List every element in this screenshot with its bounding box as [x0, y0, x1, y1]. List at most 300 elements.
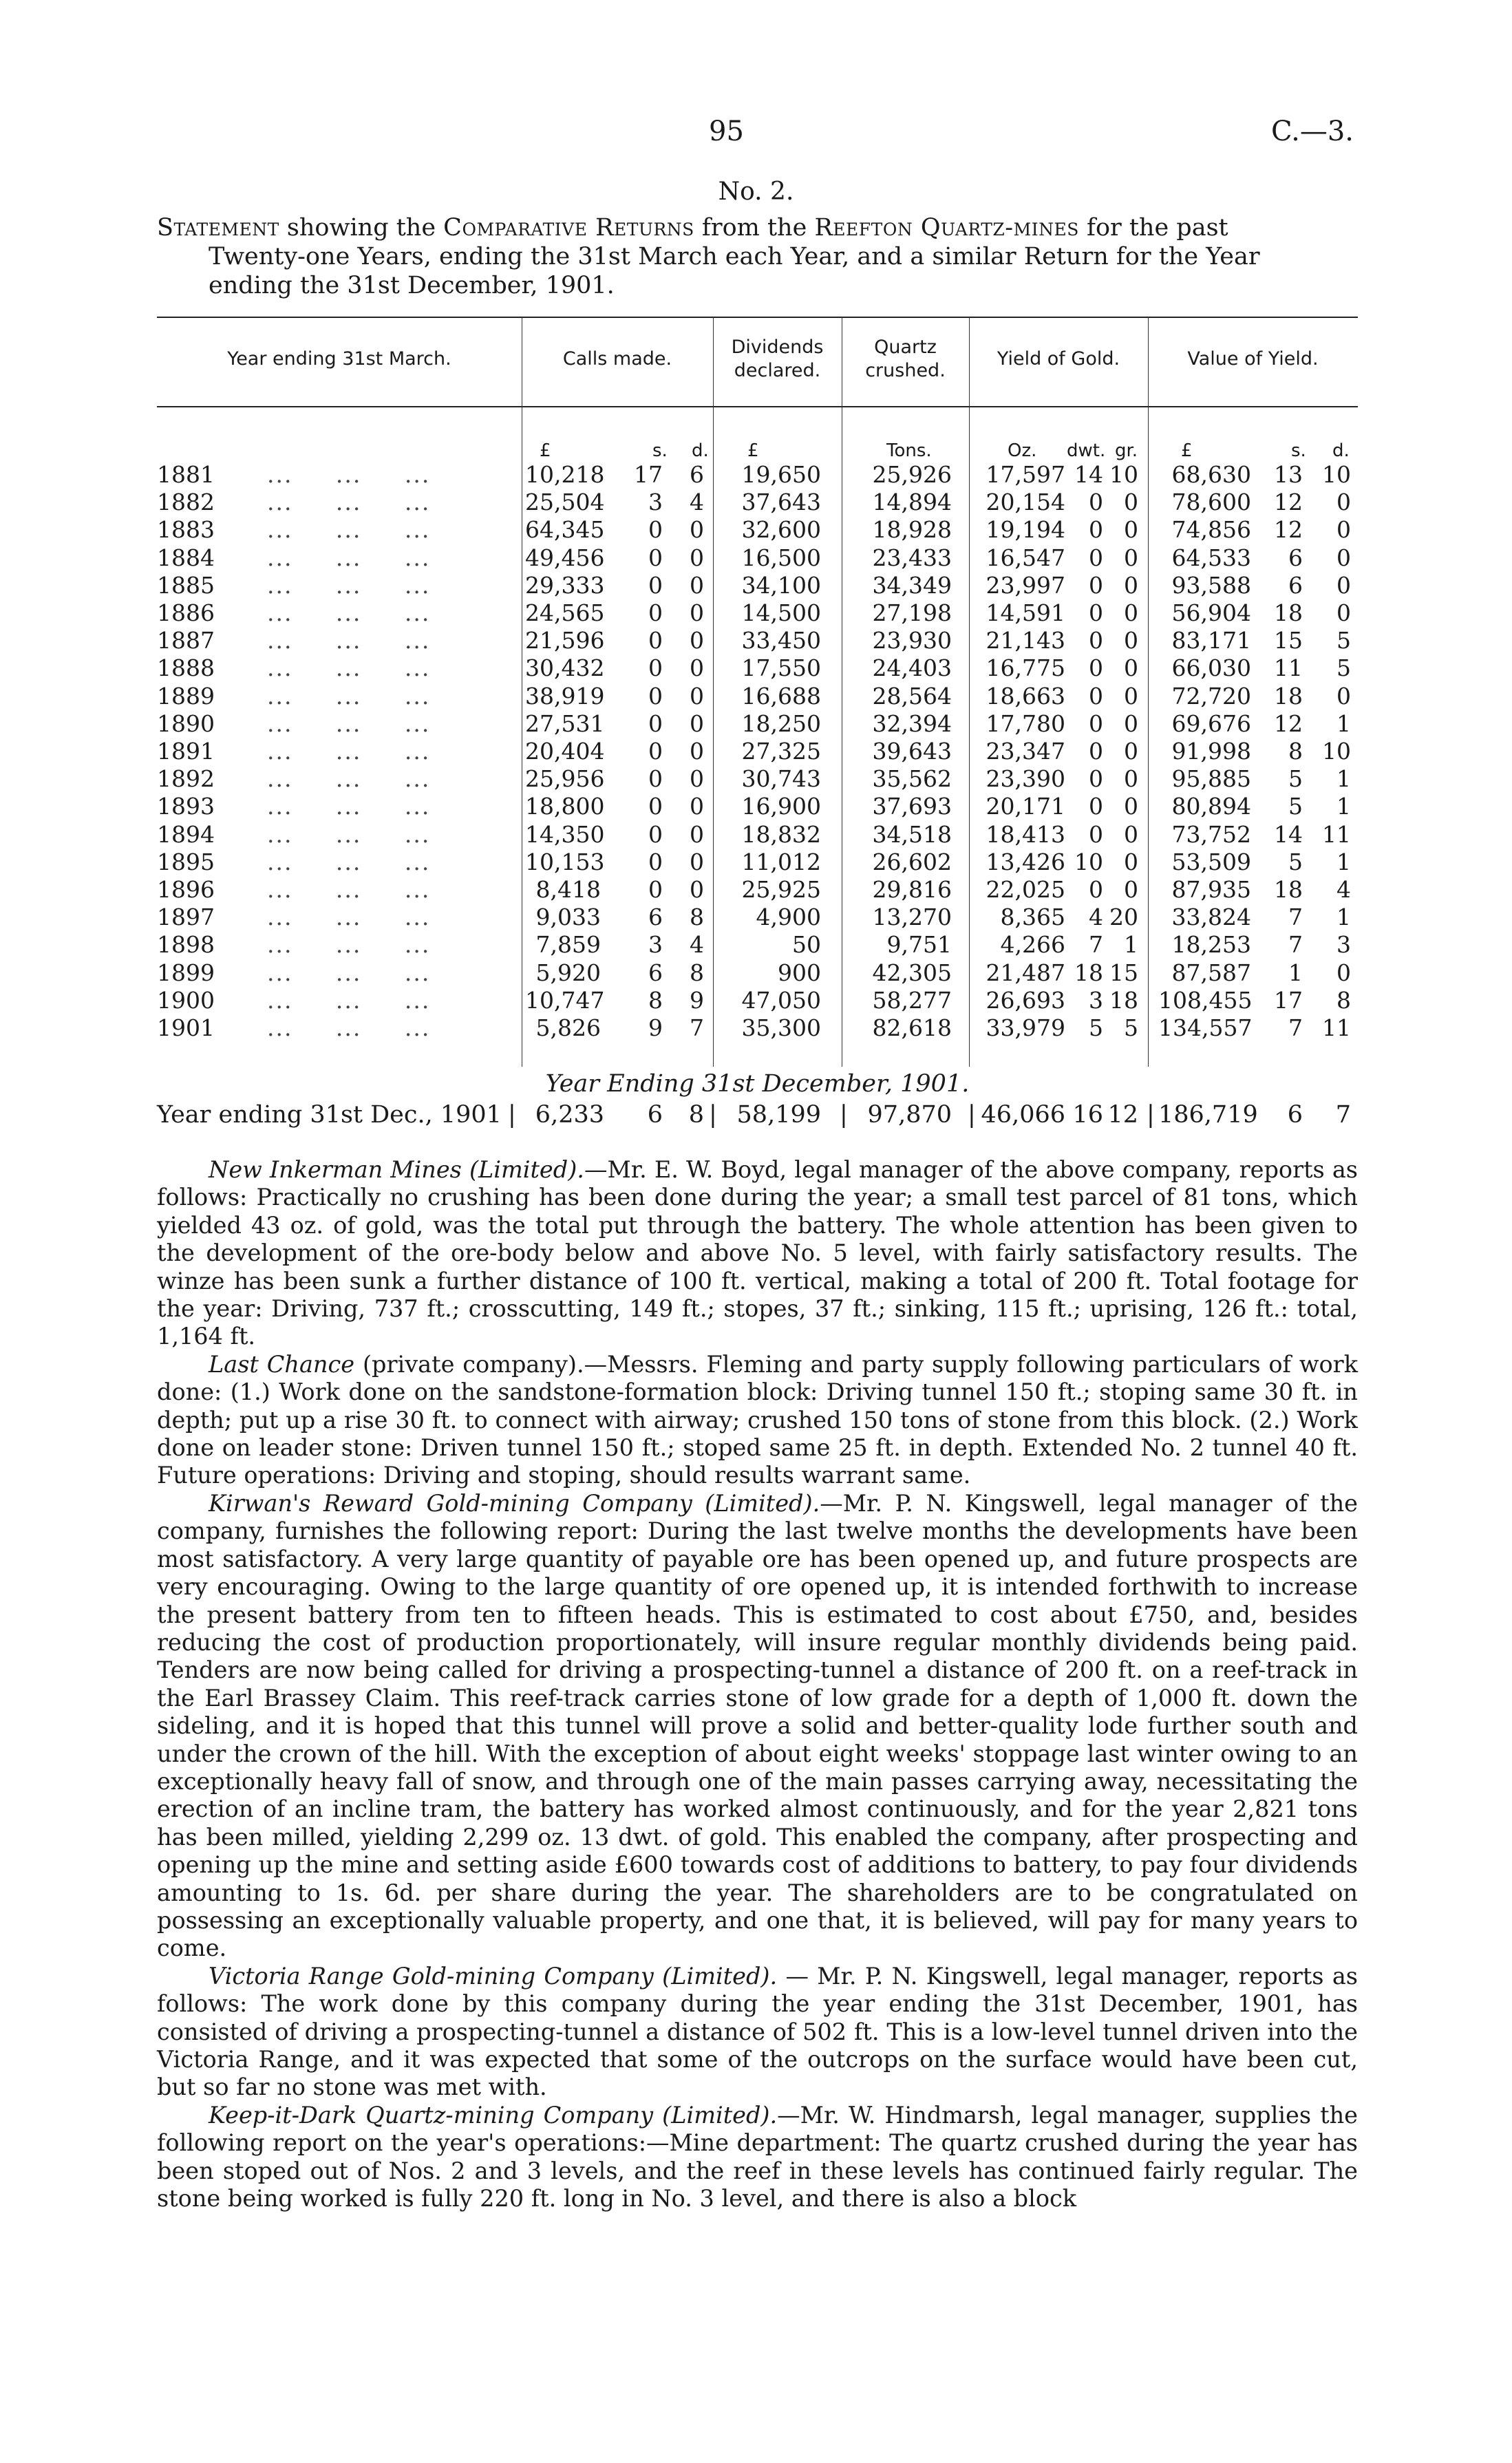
- cell-oz: 20,171: [986, 793, 1065, 820]
- cell-calls-shillings: 6: [648, 959, 663, 986]
- cell-calls-shillings: 0: [648, 848, 663, 875]
- cell-tons: 23,433: [872, 544, 952, 571]
- cell-value-shillings: 7: [1288, 1014, 1303, 1041]
- cell-gr: 0: [1124, 544, 1138, 571]
- report-paragraph: [157, 1963, 1358, 2102]
- cell-tons: 27,198: [872, 599, 952, 626]
- cell-value-pence: 10: [1322, 461, 1351, 488]
- cell-gr: 0: [1124, 571, 1138, 599]
- cell-calls-shillings: 6: [648, 904, 663, 931]
- cell-calls-pounds: 9,033: [535, 904, 601, 931]
- body-text: [157, 1156, 1358, 2213]
- cell-calls-pounds: 38,919: [525, 682, 605, 710]
- cell-dwt: 0: [1089, 738, 1103, 765]
- report-paragraph: [157, 1490, 1358, 1963]
- cell-tons: 42,305: [872, 959, 952, 986]
- cell-dividends: 37,643: [741, 489, 821, 516]
- cell-tons: 37,693: [872, 793, 952, 820]
- cell-value-pence: 1: [1337, 848, 1351, 875]
- cell-value-pence: 0: [1337, 489, 1351, 516]
- cell-dividends: 19,650: [741, 461, 821, 488]
- cell-value-shillings: 5: [1288, 765, 1303, 793]
- cell-value-pounds: 83,171: [1171, 627, 1251, 654]
- total-dwt: 16: [1072, 1101, 1103, 1129]
- cell-dwt: 3: [1089, 986, 1103, 1014]
- leader-dots: ... ... ...: [267, 848, 431, 875]
- cell-tons: 29,816: [872, 876, 952, 903]
- statement-lead: Statement: [157, 214, 279, 242]
- header-calls: Calls made.: [562, 348, 672, 370]
- cell-dividends: 16,900: [741, 793, 821, 820]
- cell-calls-pounds: 29,333: [525, 571, 605, 599]
- total-label: Year ending 31st Dec., 1901: [157, 1101, 502, 1129]
- statement-text-1: showing the: [279, 214, 444, 242]
- cell-gr: 18: [1109, 986, 1138, 1014]
- row-year: 1901: [157, 1014, 215, 1041]
- table-row: [157, 489, 1358, 516]
- leader-dots: ... ... ...: [267, 544, 431, 571]
- cell-value-pounds: 134,557: [1158, 1014, 1253, 1041]
- cell-dwt: 5: [1089, 1014, 1103, 1041]
- cell-calls-shillings: 0: [648, 516, 663, 544]
- unit-pounds: £: [1181, 440, 1193, 461]
- cell-tons: 25,926: [872, 461, 952, 488]
- table-row: [157, 821, 1358, 849]
- cell-value-pounds: 64,533: [1171, 544, 1251, 571]
- cell-gr: 15: [1109, 959, 1138, 986]
- cell-dividends: 17,550: [741, 654, 821, 682]
- cell-gr: 0: [1124, 820, 1138, 848]
- cell-value-pounds: 69,676: [1171, 710, 1251, 737]
- statement-caption: [157, 213, 1358, 300]
- leader-dots: ... ... ...: [267, 738, 431, 765]
- leader-dots: ... ... ...: [267, 820, 431, 848]
- table-row: [157, 516, 1358, 544]
- cell-calls-shillings: 8: [648, 986, 663, 1014]
- cell-value-pounds: 108,455: [1158, 986, 1253, 1014]
- cell-calls-pence: 4: [690, 931, 704, 959]
- cell-value-pounds: 53,509: [1171, 848, 1251, 875]
- leader-dots: ... ... ...: [267, 489, 431, 516]
- statement-line-3: ending the 31st December, 1901.: [209, 272, 615, 299]
- unit-pence: d.: [692, 440, 709, 461]
- cell-value-shillings: 18: [1274, 599, 1303, 626]
- cell-tons: 18,928: [872, 516, 952, 544]
- table-number: No. 2.: [718, 178, 794, 206]
- cell-calls-shillings: 0: [648, 682, 663, 710]
- paragraph-text: —Mr. W. Hindmarsh, legal manager, supplies the following report on the year's operations:—Mine department: The quartz crushed during the year has been stoped out of Nos. 2 and 3 levels, and the reef in these levels has continued fairly regular. The stone being worked is fully 220 ft. long in No. 3 level, and there is also a block: [157, 2101, 1358, 2213]
- header-value: Value of Yield.: [1187, 348, 1319, 370]
- cell-value-pounds: 74,856: [1171, 516, 1251, 544]
- cell-calls-pounds: 25,504: [525, 489, 605, 516]
- cell-dwt: 0: [1089, 765, 1103, 793]
- paragraph-text: (private company).—Messrs. Fleming and party supply following particulars of work done: (1.) Work done on the sandstone-formation block: Driving tunnel 150 ft.; stoping same 30 ft. in depth; put up a rise 30 ft. to connect with airway; crushed 150 tons of stone from this block. (2.) Work done on leader stone: Driven tunnel 150 ft.; stoped same 25 ft. in depth. Extended No. 2 tunnel 40 ft. Future operations: Driving and stoping, should results warrant same.: [157, 1350, 1358, 1489]
- cell-calls-pounds: 10,747: [525, 986, 605, 1014]
- leader-dots: ... ... ...: [267, 765, 431, 793]
- statement-sc-2: Reefton Quartz-mines: [814, 214, 1079, 242]
- cell-calls-pounds: 5,920: [535, 959, 601, 986]
- cell-calls-pence: 0: [690, 627, 704, 654]
- leader-dots: ... ... ...: [267, 571, 431, 599]
- cell-value-pence: 0: [1337, 959, 1351, 986]
- cell-dividends: 11,012: [741, 848, 821, 875]
- leader-dots: ... ... ...: [267, 599, 431, 626]
- cell-dwt: 0: [1089, 627, 1103, 654]
- cell-calls-pounds: 7,859: [535, 931, 601, 959]
- leader-dots: ... ... ...: [267, 1014, 431, 1041]
- row-year: 1895: [157, 848, 215, 875]
- cell-calls-shillings: 0: [648, 793, 663, 820]
- header-yield: Yield of Gold.: [997, 348, 1120, 370]
- cell-value-shillings: 6: [1288, 544, 1303, 571]
- page-header: [0, 116, 1512, 157]
- row-year: 1892: [157, 765, 215, 793]
- cell-value-pence: 8: [1337, 986, 1351, 1014]
- cell-value-shillings: 12: [1274, 710, 1303, 737]
- unit-pence: d.: [1332, 440, 1350, 461]
- cell-value-shillings: 12: [1274, 516, 1303, 544]
- cell-dividends: 27,325: [741, 738, 821, 765]
- cell-gr: 0: [1124, 627, 1138, 654]
- cell-value-shillings: 1: [1288, 959, 1303, 986]
- report-paragraph: [157, 2102, 1358, 2213]
- leader-dots: ... ... ...: [267, 986, 431, 1014]
- cell-gr: 0: [1124, 738, 1138, 765]
- cell-calls-shillings: 0: [648, 710, 663, 737]
- cell-calls-pence: 0: [690, 682, 704, 710]
- cell-calls-pence: 0: [690, 820, 704, 848]
- total-value-shillings: 6: [1287, 1101, 1303, 1129]
- cell-value-pounds: 66,030: [1171, 654, 1251, 682]
- table-row: [157, 461, 1358, 489]
- cell-calls-shillings: 0: [648, 738, 663, 765]
- cell-oz: 18,413: [986, 820, 1065, 848]
- cell-gr: 5: [1124, 1014, 1138, 1041]
- cell-value-pounds: 93,588: [1171, 571, 1251, 599]
- cell-dividends: 34,100: [741, 571, 821, 599]
- cell-tons: 34,349: [872, 571, 952, 599]
- unit-pounds: £: [747, 440, 759, 461]
- cell-value-shillings: 15: [1274, 627, 1303, 654]
- total-value-pence: 7: [1335, 1101, 1351, 1129]
- cell-value-pence: 1: [1337, 710, 1351, 737]
- table-row: [157, 599, 1358, 627]
- cell-dividends: 35,300: [741, 1014, 821, 1041]
- total-row: [157, 1101, 1358, 1131]
- cell-calls-pence: 0: [690, 516, 704, 544]
- row-year: 1900: [157, 986, 215, 1014]
- cell-tons: 9,751: [886, 931, 952, 959]
- paragraph-text: —Mr. E. W. Boyd, legal manager of the above company, reports as follows: Practically no crushing has been done during the year; a small test parcel of 81 tons, which yielded 43 oz. of gold, was the total put through the battery. The whole attention has been given to the development of the ore-body below and above No. 5 level, with fairly satisfactory results. The winze has been sunk a further distance of 100 ft. vertical, making a total of 200 ft. Total footage for the year: Driving, 737 ft.; crosscutting, 149 ft.; stopes, 37 ft.; sinking, 115 ft.; uprising, 126 ft.: total, 1,164 ft.: [157, 1156, 1358, 1350]
- cell-value-shillings: 14: [1274, 820, 1303, 848]
- row-year: 1894: [157, 820, 215, 848]
- cell-value-shillings: 7: [1288, 904, 1303, 931]
- cell-gr: 0: [1124, 793, 1138, 820]
- cell-gr: 0: [1124, 516, 1138, 544]
- cell-calls-pounds: 5,826: [535, 1014, 601, 1041]
- table-row: [157, 683, 1358, 710]
- table-row: [157, 931, 1358, 959]
- table-row: [157, 572, 1358, 599]
- cell-value-pounds: 91,998: [1171, 738, 1251, 765]
- table-header-rule: [157, 406, 1358, 407]
- table-row: [157, 765, 1358, 793]
- cell-value-pence: 1: [1337, 904, 1351, 931]
- row-year: 1896: [157, 876, 215, 903]
- cell-calls-pounds: 14,350: [525, 820, 605, 848]
- cell-gr: 0: [1124, 848, 1138, 875]
- cell-value-pence: 0: [1337, 516, 1351, 544]
- report-paragraph: [157, 1156, 1358, 1351]
- cell-oz: 20,154: [986, 489, 1065, 516]
- cell-oz: 33,979: [986, 1014, 1065, 1041]
- row-year: 1883: [157, 516, 215, 544]
- cell-value-shillings: 5: [1288, 848, 1303, 875]
- table-row: [157, 710, 1358, 738]
- cell-calls-shillings: 0: [648, 627, 663, 654]
- cell-gr: 0: [1124, 489, 1138, 516]
- cell-calls-shillings: 3: [648, 931, 663, 959]
- paragraph-text: —Mr. P. N. Kingswell, legal manager of the company, furnishes the following report: During the last twelve months the developments have been most satisfactory. A very large quantity of payable ore has been opened up, and future prospects are very encouraging. Owing to the large quantity of ore opened up, it is intended forthwith to increase the present battery from ten to fifteen heads. This is estimated to cost about £750, and, besides reducing the cost of production proportionately, will insure regular monthly dividends being paid. Tenders are now being called for driving a prospecting-tunnel a distance of 200 ft. on a reef-track in the Earl Brassey Claim. This reef-track carries stone of low grade for a depth of 1,000 ft. down the sideling, and it is hoped that this tunnel will prove a solid and better-quality lode further south and under the crown of the hill. With the exception of about eight weeks' stoppage last winter owing to an exceptionally heavy fall of snow, and through one of the main passes carrying away, necessitating the erection of an incline tram, the battery has worked almost continuously, and for the year 2,821 tons has been milled, yielding 2,299 oz. 13 dwt. of gold. This enabled the company, after prospecting and opening up the mine and setting aside £600 towards cost of additions to battery, to pay four dividends amounting to 1s. 6d. per share during the year. The shareholders are to be congratulated on possessing an exceptionally valuable property, and one that, it is believed, will pay for many years to come.: [157, 1489, 1358, 1962]
- row-year: 1891: [157, 738, 215, 765]
- cell-value-pounds: 87,935: [1171, 876, 1251, 903]
- cell-value-pence: 0: [1337, 544, 1351, 571]
- cell-value-pence: 0: [1337, 571, 1351, 599]
- cell-value-pounds: 95,885: [1171, 765, 1251, 793]
- cell-value-pounds: 68,630: [1171, 461, 1251, 488]
- table-row: [157, 627, 1358, 654]
- statement-sc-1: Comparative Returns: [443, 214, 694, 242]
- cell-oz: 23,347: [986, 738, 1065, 765]
- cell-calls-pounds: 18,800: [525, 793, 605, 820]
- cell-calls-pounds: 20,404: [525, 738, 605, 765]
- total-tons: 97,870: [867, 1101, 952, 1129]
- unit-dwt: dwt.: [1067, 440, 1106, 461]
- cell-value-pence: 5: [1337, 654, 1351, 682]
- header-dividends: Dividends declared.: [731, 337, 824, 381]
- cell-value-shillings: 5: [1288, 793, 1303, 820]
- row-year: 1882: [157, 489, 215, 516]
- cell-tons: 14,894: [872, 489, 952, 516]
- cell-oz: 22,025: [986, 876, 1065, 903]
- cell-calls-shillings: 0: [648, 544, 663, 571]
- cell-calls-shillings: 9: [648, 1014, 663, 1041]
- table-row: [157, 738, 1358, 765]
- row-year: 1889: [157, 682, 215, 710]
- cell-gr: 0: [1124, 876, 1138, 903]
- cell-tons: 32,394: [872, 710, 952, 737]
- leader-dots: ... ... ...: [267, 710, 431, 737]
- cell-tons: 39,643: [872, 738, 952, 765]
- cell-oz: 21,143: [986, 627, 1065, 654]
- row-year: 1898: [157, 931, 215, 959]
- cell-gr: 10: [1109, 461, 1138, 488]
- leader-dots: ... ... ...: [267, 627, 431, 654]
- company-name: Victoria Range Gold-mining Company (Limited).: [209, 1962, 778, 1990]
- page-number: 95: [709, 116, 744, 147]
- table-row: [157, 987, 1358, 1014]
- total-dividends: 58,199: [736, 1101, 821, 1129]
- cell-value-shillings: 7: [1288, 931, 1303, 959]
- cell-value-pence: 1: [1337, 793, 1351, 820]
- cell-value-pounds: 33,824: [1171, 904, 1251, 931]
- cell-calls-pounds: 49,456: [525, 544, 605, 571]
- header-year: Year ending 31st March.: [227, 348, 451, 370]
- cell-value-pence: 0: [1337, 682, 1351, 710]
- cell-calls-pence: 9: [690, 986, 704, 1014]
- cell-calls-pence: 7: [690, 1014, 704, 1041]
- total-gr: 12: [1107, 1101, 1138, 1129]
- cell-oz: 26,693: [986, 986, 1065, 1014]
- cell-value-shillings: 17: [1274, 986, 1303, 1014]
- leader-dots: ... ... ...: [267, 461, 431, 488]
- header-quartz: Quartz crushed.: [865, 337, 946, 381]
- row-year: 1886: [157, 599, 215, 626]
- separator: |: [508, 1101, 516, 1129]
- cell-oz: 18,663: [986, 682, 1065, 710]
- cell-dividends: 50: [792, 931, 821, 959]
- cell-oz: 16,547: [986, 544, 1065, 571]
- total-calls-pence: 8: [688, 1101, 704, 1129]
- unit-tons: Tons.: [886, 440, 932, 461]
- cell-value-pounds: 78,600: [1171, 489, 1251, 516]
- cell-calls-pounds: 30,432: [525, 654, 605, 682]
- cell-value-pounds: 73,752: [1171, 820, 1251, 848]
- cell-value-shillings: 6: [1288, 571, 1303, 599]
- cell-calls-shillings: 0: [648, 876, 663, 903]
- leader-dots: ... ... ...: [267, 904, 431, 931]
- cell-value-pence: 10: [1322, 738, 1351, 765]
- cell-tons: 28,564: [872, 682, 952, 710]
- cell-tons: 58,277: [872, 986, 952, 1014]
- cell-dividends: 47,050: [741, 986, 821, 1014]
- cell-oz: 21,487: [986, 959, 1065, 986]
- total-oz: 46,066: [981, 1101, 1065, 1129]
- cell-oz: 17,597: [986, 461, 1065, 488]
- cell-calls-shillings: 17: [634, 461, 663, 488]
- cell-dwt: 0: [1089, 544, 1103, 571]
- cell-dividends: 25,925: [741, 876, 821, 903]
- cell-value-shillings: 13: [1274, 461, 1303, 488]
- cell-dwt: 4: [1089, 904, 1103, 931]
- cell-calls-shillings: 3: [648, 489, 663, 516]
- cell-value-shillings: 18: [1274, 876, 1303, 903]
- row-year: 1885: [157, 571, 215, 599]
- cell-calls-pence: 0: [690, 544, 704, 571]
- cell-gr: 1: [1124, 931, 1138, 959]
- cell-dwt: 0: [1089, 710, 1103, 737]
- unit-shillings: s.: [1291, 440, 1306, 461]
- cell-dwt: 0: [1089, 654, 1103, 682]
- unit-shillings: s.: [652, 440, 668, 461]
- row-year: 1887: [157, 627, 215, 654]
- cell-dwt: 0: [1089, 599, 1103, 626]
- cell-dwt: 0: [1089, 876, 1103, 903]
- cell-value-pounds: 72,720: [1171, 682, 1251, 710]
- cell-gr: 0: [1124, 765, 1138, 793]
- total-calls-pounds: 6,233: [535, 1101, 604, 1129]
- statement-text-2: from the: [694, 214, 815, 242]
- cell-calls-pounds: 27,531: [525, 710, 605, 737]
- cell-calls-pounds: 24,565: [525, 599, 605, 626]
- cell-oz: 4,266: [1000, 931, 1065, 959]
- cell-calls-pence: 0: [690, 848, 704, 875]
- cell-calls-shillings: 0: [648, 820, 663, 848]
- cell-value-pence: 5: [1337, 627, 1351, 654]
- row-year: 1890: [157, 710, 215, 737]
- cell-dividends: 18,832: [741, 820, 821, 848]
- unit-gr: gr.: [1115, 440, 1138, 461]
- leader-dots: ... ... ...: [267, 959, 431, 986]
- cell-dwt: 0: [1089, 793, 1103, 820]
- cell-dwt: 14: [1074, 461, 1103, 488]
- cell-calls-pounds: 21,596: [525, 627, 605, 654]
- cell-calls-pence: 0: [690, 738, 704, 765]
- cell-calls-pence: 8: [690, 959, 704, 986]
- cell-tons: 13,270: [872, 904, 952, 931]
- cell-calls-pounds: 8,418: [535, 876, 601, 903]
- table-row: [157, 1014, 1358, 1042]
- row-year: 1899: [157, 959, 215, 986]
- cell-tons: 82,618: [872, 1014, 952, 1041]
- cell-value-shillings: 12: [1274, 489, 1303, 516]
- separator: |: [968, 1101, 976, 1129]
- cell-dwt: 0: [1089, 820, 1103, 848]
- cell-calls-pence: 8: [690, 904, 704, 931]
- table-row: [157, 876, 1358, 904]
- cell-dwt: 10: [1074, 848, 1103, 875]
- cell-dividends: 4,900: [756, 904, 821, 931]
- row-year: 1884: [157, 544, 215, 571]
- cell-dividends: 32,600: [741, 516, 821, 544]
- cell-dividends: 33,450: [741, 627, 821, 654]
- table-row: [157, 904, 1358, 931]
- cell-gr: 0: [1124, 710, 1138, 737]
- table-row: [157, 849, 1358, 876]
- cell-value-pence: 11: [1322, 820, 1351, 848]
- cell-oz: 17,780: [986, 710, 1065, 737]
- cell-value-shillings: 11: [1274, 654, 1303, 682]
- unit-oz: Oz.: [1008, 440, 1037, 461]
- separator: |: [840, 1101, 848, 1129]
- cell-oz: 16,775: [986, 654, 1065, 682]
- cell-dwt: 7: [1089, 931, 1103, 959]
- row-year: 1888: [157, 654, 215, 682]
- cell-dividends: 14,500: [741, 599, 821, 626]
- company-name: New Inkerman Mines (Limited).: [209, 1156, 584, 1183]
- row-year: 1897: [157, 904, 215, 931]
- paragraph-text: — Mr. P. N. Kingswell, legal manager, reports as follows: The work done by this company during the year ending the 31st December, 1901, has consisted of driving a prospecting-tunnel a distance of 502 ft. This is a low-level tunnel driven into the Victoria Range, and it was expected that some of the outcrops on the surface would have been cut, but so far no stone was met with.: [157, 1962, 1358, 2101]
- leader-dots: ... ... ...: [267, 654, 431, 682]
- cell-calls-shillings: 0: [648, 765, 663, 793]
- cell-dwt: 0: [1089, 571, 1103, 599]
- cell-dwt: 0: [1089, 516, 1103, 544]
- cell-value-pounds: 56,904: [1171, 599, 1251, 626]
- cell-dwt: 0: [1089, 489, 1103, 516]
- statement-text-3: for the past: [1078, 214, 1228, 242]
- cell-tons: 35,562: [872, 765, 952, 793]
- cell-value-pence: 4: [1337, 876, 1351, 903]
- cell-calls-pence: 0: [690, 876, 704, 903]
- table-top-rule: [157, 317, 1358, 318]
- cell-dividends: 900: [778, 959, 821, 986]
- cell-oz: 23,390: [986, 765, 1065, 793]
- cell-gr: 20: [1109, 904, 1138, 931]
- cell-oz: 13,426: [986, 848, 1065, 875]
- cell-oz: 19,194: [986, 516, 1065, 544]
- cell-value-pounds: 87,587: [1171, 959, 1251, 986]
- cell-calls-pence: 4: [690, 489, 704, 516]
